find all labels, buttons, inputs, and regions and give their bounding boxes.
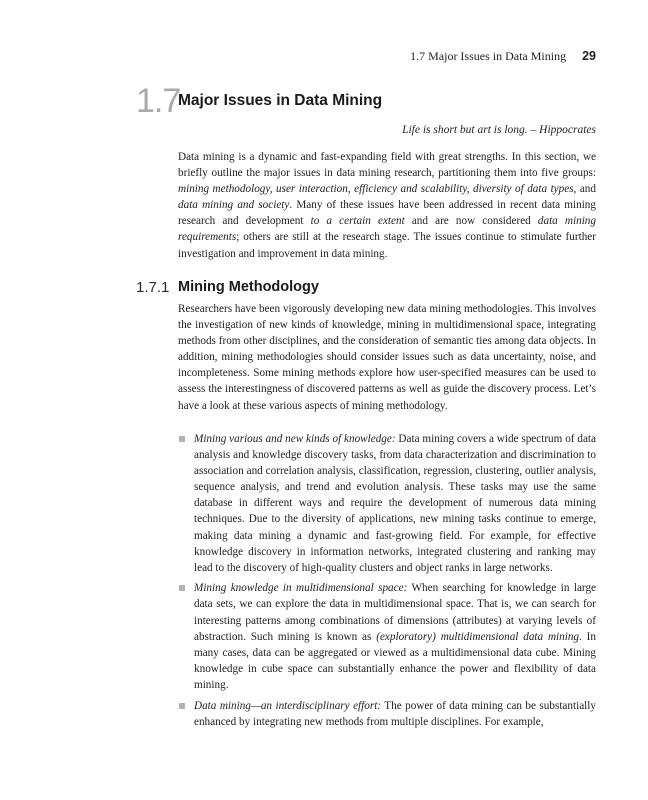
list-item (178, 580, 596, 693)
epigraph: Life is short but art is long. – Hippocrates (402, 124, 596, 136)
page-number: 29 (582, 49, 596, 63)
methodology-paragraph: Researchers have been vigorously developing new data mining methodologies. This involves the investigation of new kinds of knowledge, mining in multidimensional space, integrating methods from other disciplines, and the consideration of semantic ties among data objects. In addition, mining methodologies should consider issues such as data uncertainty, noise, and incompleteness. Some mining methods explore how user-specified measures can be used to assess the interestingness of discovered patterns as well as guide the discovery process. Let’s have a look at these various aspects of mining methodology. (178, 303, 596, 412)
intro-text-2: and (576, 183, 596, 196)
intro-emphasis-3: to a certain extent (310, 215, 405, 228)
subsection-number: 1.7.1 (136, 279, 170, 296)
intro-emphasis-1: mining methodology, user interaction, efficiency and scalability, diversity of data types, (178, 183, 577, 196)
bullet-text: The power of data mining can be substantially enhanced by integrating new methods from multiple disciplines. For example, (194, 699, 596, 728)
bullet-lead: Mining various and new kinds of knowledge: (194, 433, 396, 445)
section-number: 1.7 (136, 82, 181, 120)
subsection-title: Mining Methodology (178, 279, 319, 295)
square-bullet-icon (179, 703, 185, 709)
bullet-text: When searching for knowledge in large data sets, we can explore the data in multidimensional space. That is, we can search for interesting patterns among combinations of dimensions (attributes) at varying levels of abstraction. Such mining is known as (194, 582, 597, 643)
bullet-text: Data mining covers a wide spectrum of data analysis and knowledge discovery tasks, from data characterization and discrimination to association and correlation analysis, classification, regression, clustering, outlier analysis, sequence analysis, and trend and evolution analysis. These tasks may use the same database in different ways and require the development of numerous data mining techniques. Due to the diversity of applications, new mining tasks continue to emerge, making data mining a dynamic and fast-growing field. For example, for effective knowledge discovery in information networks, integrated clustering and ranking may lead to the discovery of high-quality clusters and object ranks in large networks. (194, 433, 596, 574)
intro-paragraph (178, 149, 596, 262)
issues-list (178, 431, 596, 734)
bullet-text-continued: . In many cases, data can be aggregated or viewed as a multidimensional data cube. Mining knowledge in cube space can substantially enhance the power and flexibility of data mining. (194, 630, 596, 691)
square-bullet-icon (179, 585, 185, 591)
bullet-lead: Mining knowledge in multidimensional space: (194, 582, 408, 595)
intro-emphasis-4: data mining requirements (178, 215, 596, 244)
square-bullet-icon (179, 436, 185, 442)
intro-text-1: Data mining is a dynamic and fast-expanding field with great strengths. In this section, we briefly outline the major issues in data mining research, partitioning them into five groups: (178, 151, 596, 180)
intro-text-5: ; others are still at the research stage. The issues continue to stimulate further investigation and improvement in data mining. (178, 231, 596, 260)
section-title: Major Issues in Data Mining (178, 92, 383, 109)
intro-text-4: and are now considered (404, 215, 538, 228)
intro-emphasis-2: data mining and society (178, 199, 290, 212)
list-item (178, 698, 596, 730)
running-title: 1.7 Major Issues in Data Mining (410, 49, 567, 63)
bullet-emphasis: (exploratory) multidimensional data mining (376, 630, 580, 643)
intro-text-3: . Many of these issues have been addressed in recent data mining research and development (178, 199, 596, 228)
running-header (410, 49, 596, 64)
list-item (178, 431, 596, 576)
bullet-lead: Data mining—an interdisciplinary effort: (194, 699, 382, 712)
